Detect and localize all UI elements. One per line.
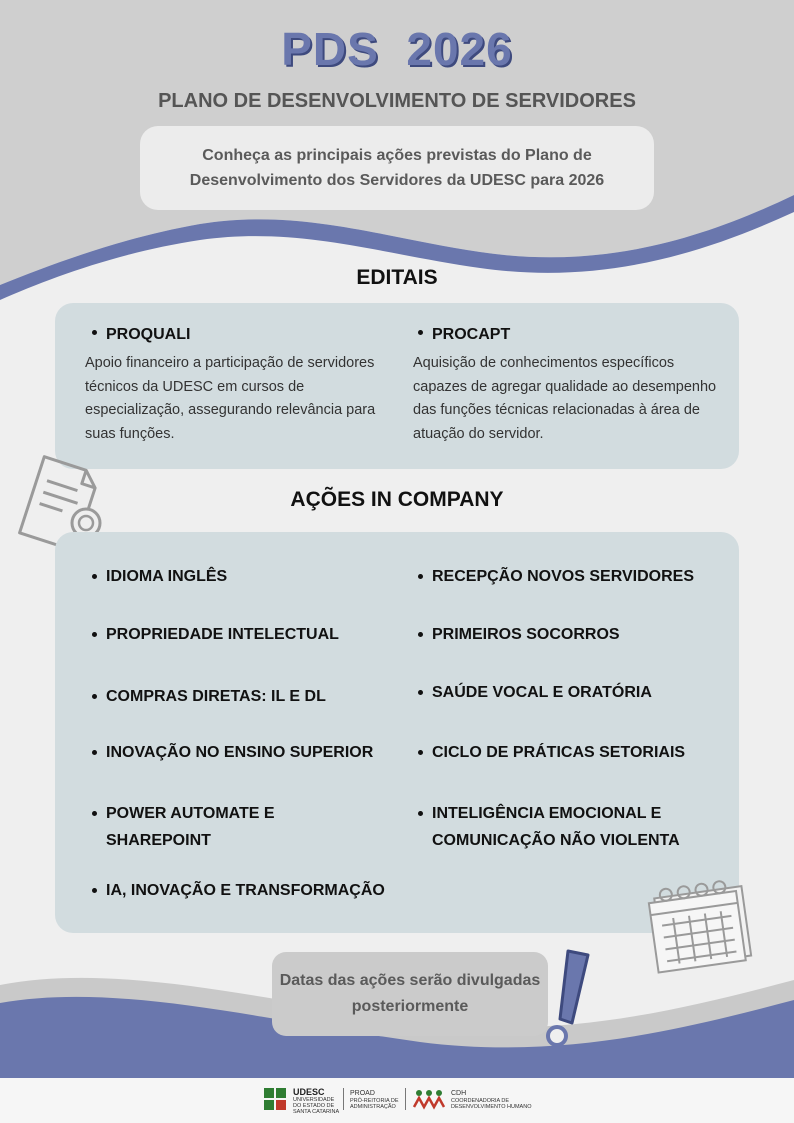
edital-name-proquali: PROQUALI [92,326,382,344]
dates-note-text: Datas das ações serão divulgadas posteriormente [279,972,541,1015]
proad-logo-text [350,1089,399,1110]
udesc-logo-text [293,1087,339,1115]
acao-item: PRIMEIROS SOCORROS [418,621,728,648]
proad-sub: ADMINISTRAÇÃO [350,1104,396,1110]
udesc-name: UDESC [293,1087,325,1097]
cdh-sub: DESENVOLVIMENTO HUMANO [451,1104,532,1110]
acao-item: PROPRIEDADE INTELECTUAL [92,621,412,648]
edital-procapt [418,326,718,344]
page-title: PDS 2026 [281,23,513,75]
acao-item: IDIOMA INGLÊS [92,563,412,590]
cdh-name: CDH [451,1090,467,1097]
edital-name-procapt: PROCAPT [418,326,718,344]
edital-proquali [92,326,382,344]
intro-box [140,126,654,210]
acao-item: COMPRAS DIRETAS: IL E DL [92,683,412,710]
acao-item: INTELIGÊNCIA EMOCIONAL E COMUNICAÇÃO NÃO VIOLENTA [418,800,718,854]
udesc-sub: SANTA CATARINA [293,1109,340,1115]
acao-item: SAÚDE VOCAL E ORATÓRIA [418,679,728,706]
footer-divider [405,1088,406,1110]
footer-divider [343,1088,344,1110]
calendar-icon [640,870,764,975]
acoes-panel [55,532,739,933]
udesc-sub: UNIVERSIDADE [293,1097,335,1103]
cdh-sub: COORDENADORIA DE [451,1098,510,1104]
edital-description-procapt: Aquisição de conhecimentos específicos capazes de agregar qualidade ao desempenho das funções técnicas relacionadas à área de atuação do servidor. [413,355,717,442]
cdh-logo-icon [412,1089,446,1111]
udesc-logo-icon [264,1088,290,1112]
udesc-sub: DO ESTADO DE [293,1103,335,1109]
dates-note [272,952,548,1036]
cdh-logo-text [451,1089,531,1110]
page-subtitle: PLANO DE DESENVOLVIMENTO DE SERVIDORES [158,90,636,112]
editais-title: EDITAIS [356,266,438,289]
edital-description-proquali: Apoio financeiro a participação de servidores técnicos da UDESC em cursos de especialização, assegurando relevância para suas funções. [85,355,376,442]
acoes-title: AÇÕES IN COMPANY [290,488,504,511]
proad-name: PROAD [350,1090,375,1097]
acao-item: CICLO DE PRÁTICAS SETORIAIS [418,739,728,766]
acao-item: RECEPÇÃO NOVOS SERVIDORES [418,563,728,590]
acao-item: POWER AUTOMATE E SHAREPOINT [92,800,322,854]
proad-sub: PRÓ-REITORIA DE [350,1098,399,1104]
exclamation-icon [540,945,600,1050]
intro-text: Conheça as principais ações previstas do Plano de Desenvolvimento dos Servidores da UDESC para 2026 [189,147,605,189]
acao-item: IA, INOVAÇÃO E TRANSFORMAÇÃO [92,877,422,904]
acao-item: INOVAÇÃO NO ENSINO SUPERIOR [92,739,412,766]
